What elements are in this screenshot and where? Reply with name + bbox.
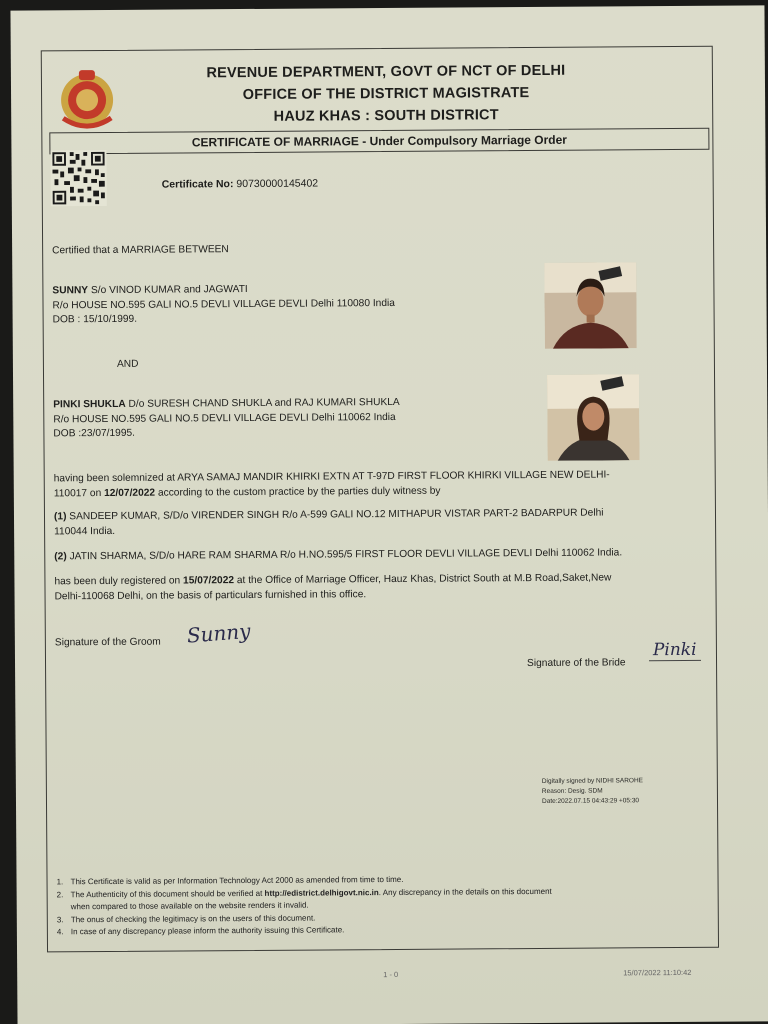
digital-reason: Reason: Desig. SDM <box>541 787 603 795</box>
solemnized-text <box>54 468 706 502</box>
registered-line2: Delhi-110068 Delhi, on the basis of particulars furnished in this office. <box>54 588 367 602</box>
solemnized-date: 12/07/2022 <box>104 487 156 499</box>
intro-text: Certified that a MARRIAGE BETWEEN <box>52 244 229 257</box>
note-text-pre: The Authenticity of this document should be verified at <box>70 888 263 899</box>
note-text-post: . Any discrepancy in the details on this document <box>378 886 552 897</box>
witness-2-text: JATIN SHARMA, S/D/o HARE RAM SHARMA R/o H.NO.595/5 FIRST FLOOR DEVLI VILLAGE DEVLI Delhi 110062 India. <box>69 547 623 563</box>
digital-signature-block <box>542 776 643 807</box>
groom-signature-label: Signature of the Groom <box>54 636 161 649</box>
witness-1 <box>54 506 706 540</box>
header-district: HAUZ KHAS : SOUTH DISTRICT <box>273 107 499 125</box>
groom-signature: Sunny <box>185 618 252 648</box>
note-number: 3. <box>56 914 64 924</box>
witness-1-num: (1) <box>53 511 67 523</box>
notes-list <box>57 872 707 939</box>
groom-name: SUNNY <box>52 285 89 297</box>
groom-address: R/o HOUSE NO.595 GALI NO.5 DEVLI VILLAGE DEVLI Delhi 110080 India <box>52 297 395 311</box>
digital-signed-by: Digitally signed by NIDHI SAROHE <box>541 777 644 785</box>
certificate-number-value: 90730000145402 <box>236 177 319 191</box>
note-text <box>71 885 552 913</box>
registered-pre: has been duly registered on <box>54 575 181 588</box>
note-text-line2: when compared to those available on the website renders it invalid. <box>70 900 309 912</box>
witness-1-line1: SANDEEP KUMAR, S/D/o VIRENDER SINGH R/o A-599 GALI NO.12 MITHAPUR VISTAR PART-2 BADARPUR Delhi <box>69 507 604 523</box>
page-number: 1 - 0 <box>383 969 399 980</box>
note-number: 4. <box>56 927 64 937</box>
groom-photo <box>544 262 637 349</box>
bride-details <box>53 395 553 442</box>
groom-details <box>52 281 552 328</box>
registered-date: 15/07/2022 <box>182 575 235 587</box>
groom-dob: DOB : 15/10/1999. <box>52 313 138 326</box>
bride-dob: DOB :23/07/1995. <box>53 427 136 440</box>
digital-date: Date:2022.07.15 04:43:29 +05:30 <box>541 797 640 805</box>
bride-signature-label: Signature of the Bride <box>526 657 626 670</box>
witness-1-line2: 110044 India. <box>54 525 116 537</box>
bride-name: PINKI SHUKLA <box>53 398 126 411</box>
registered-text <box>54 571 706 605</box>
registered-post: at the Office of Marriage Officer, Hauz Khas, District South at M.B Road,Saket,New <box>236 572 612 587</box>
note-text: In case of any discrepancy please inform the authority issuing this Certificate. <box>70 925 345 937</box>
header-office: OFFICE OF THE DISTRICT MAGISTRATE <box>242 85 530 104</box>
note-text: The onus of checking the legitimacy is on the users of this document. <box>70 913 316 924</box>
print-timestamp: 15/07/2022 11:10:42 <box>623 967 692 978</box>
note-text: This Certificate is valid as per Information Technology Act 2000 as amended from time to time. <box>70 874 404 887</box>
solemnized-pin: 110017 on <box>53 487 102 499</box>
bride-signature: Pinki <box>649 640 701 661</box>
bride-parents: D/o SURESH CHAND SHUKLA and RAJ KUMARI SHUKLA <box>128 396 400 410</box>
bride-photo <box>547 374 640 461</box>
certificate-title-band: CERTIFICATE OF MARRIAGE - Under Compulsory Marriage Order <box>49 128 709 155</box>
certificate-paper <box>10 5 768 1024</box>
solemnized-post: according to the custom practice by the parties duly witness by <box>157 485 441 499</box>
certificate-number <box>162 177 319 193</box>
witness-2-num: (2) <box>54 551 67 563</box>
header-department: REVENUE DEPARTMENT, GOVT OF NCT OF DELHI <box>206 62 566 82</box>
certificate-number-label: Certificate No: <box>161 178 234 191</box>
qr-code-icon[interactable] <box>49 150 107 206</box>
bride-address: R/o HOUSE NO.595 GALI NO.5 DEVLI VILLAGE DEVLI Delhi 110062 India <box>53 411 396 425</box>
verification-link[interactable]: http://edistrict.delhigovt.nic.in <box>264 887 379 898</box>
solemnized-line1: having been solemnized at ARYA SAMAJ MANDIR KHIRKI EXTN AT T-97D FIRST FLOOR KHIRKI VILLAGE NEW DELHI- <box>53 469 610 485</box>
note-number: 2. <box>56 889 64 899</box>
note-number: 1. <box>56 877 64 887</box>
groom-parents: S/o VINOD KUMAR and JAGWATI <box>90 283 248 297</box>
and-text: AND <box>116 358 139 370</box>
